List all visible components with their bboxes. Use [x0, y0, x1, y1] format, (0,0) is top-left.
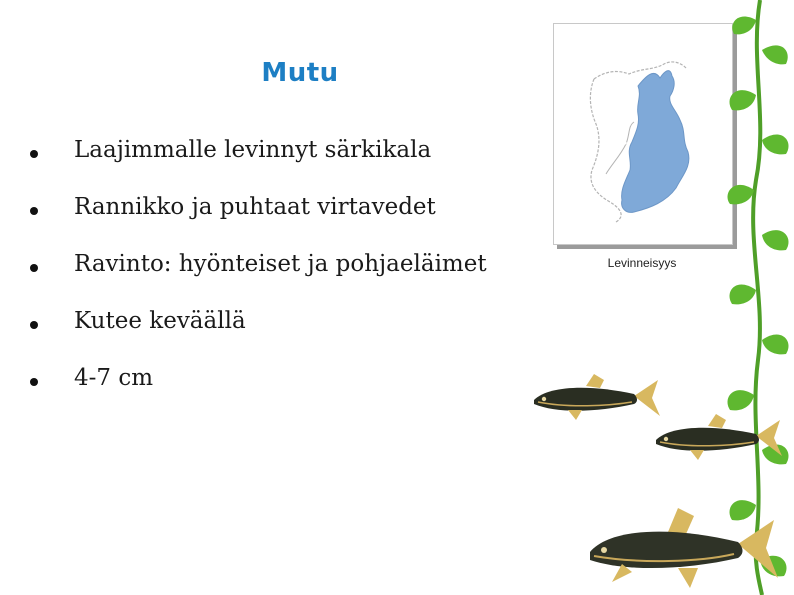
- finland-map-image: [554, 24, 732, 244]
- map-caption: Levinneisyys: [607, 256, 677, 270]
- bullet-item: [30, 299, 487, 356]
- bullet-list: [30, 128, 487, 413]
- distribution-map: [553, 23, 733, 245]
- minnow-fish-image: [582, 506, 782, 590]
- bullet-dot: [30, 207, 38, 215]
- bullet-text: Ravinto: hyönteiset ja pohjaeläimet: [74, 251, 487, 277]
- bullet-item: [30, 242, 487, 299]
- bullet-item: [30, 356, 487, 413]
- bullet-dot: [30, 264, 38, 272]
- bullet-dot: [30, 150, 38, 158]
- bullet-text: Rannikko ja puhtaat virtavedet: [74, 194, 436, 220]
- minnow-fish-image: [528, 372, 663, 424]
- bullet-dot: [30, 321, 38, 329]
- bullet-dot: [30, 378, 38, 386]
- slide-title: Mutu: [261, 58, 339, 88]
- bullet-text: Kutee keväällä: [74, 308, 246, 334]
- bullet-item: [30, 128, 487, 185]
- bullet-text: 4-7 cm: [74, 365, 154, 391]
- minnow-fish-image: [650, 412, 785, 464]
- bullet-text: Laajimmalle levinnyt särkikala: [74, 137, 432, 163]
- bullet-item: [30, 185, 487, 242]
